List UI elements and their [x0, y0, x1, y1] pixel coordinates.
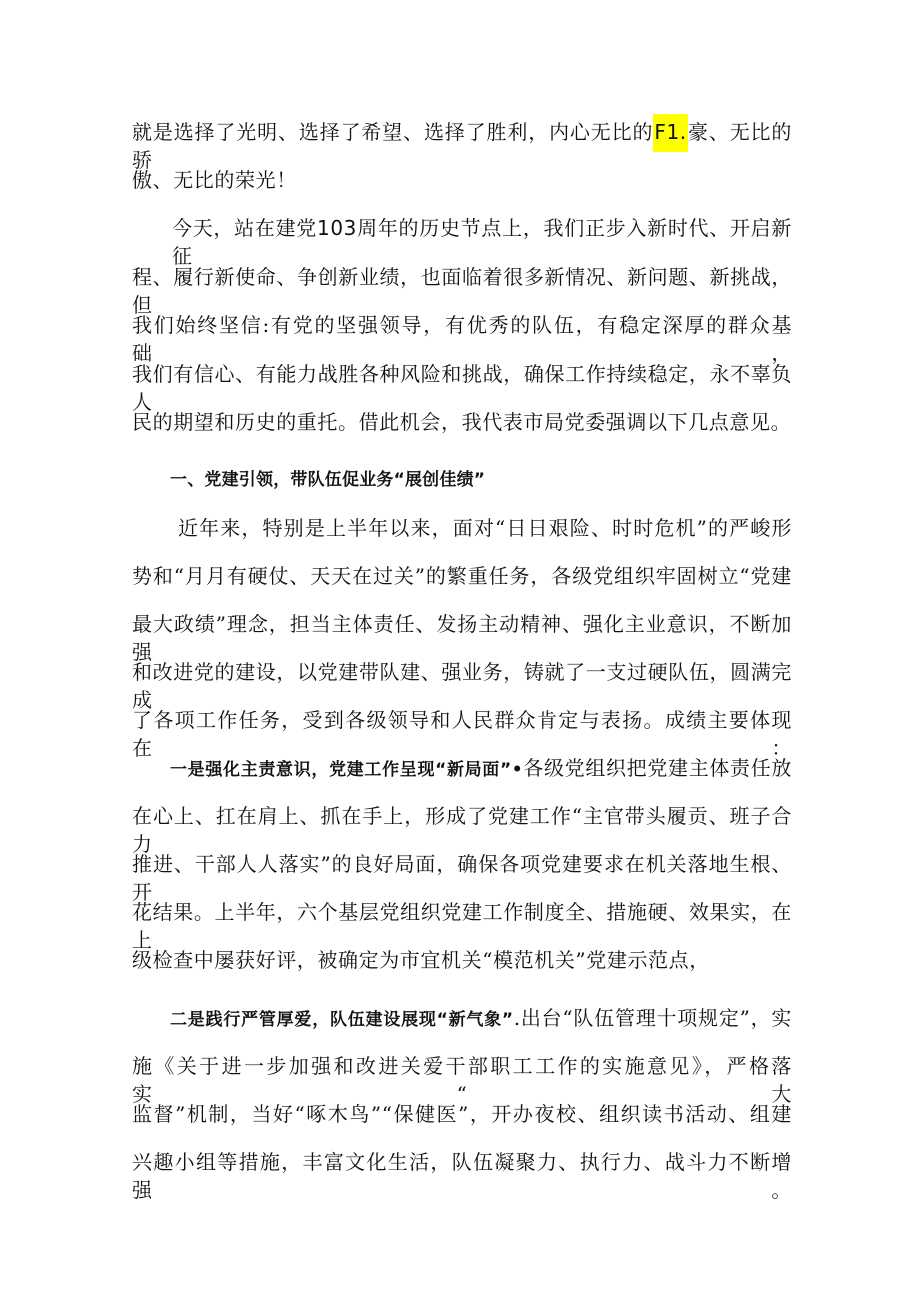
paragraph-line: 我们始终坚信:有党的坚强领导，有优秀的队伍，有稳定深厚的群众基础，	[132, 313, 792, 365]
paragraph-line: 监督”机制，当好“啄木鸟”“保健医”，开办夜校、组织读书活动、组建	[132, 1102, 792, 1126]
bold-lead: 二是践行严管厚爱，队伍建设展现“新气象”	[170, 1010, 514, 1030]
paragraph-line: 级检查中屡获好评，被确定为市宜机关“模范机关”党建示范点，	[132, 948, 710, 972]
paragraph-line: 近年来，特别是上半年以来，面对“日日艰险、时时危机”的严峻形	[178, 516, 792, 540]
line-text: 各级党组织把党建主体责任放	[523, 756, 792, 780]
paragraph-line: 我们有信心、有能力战胜各种风险和挑战，确保工作持续稳定，永不辜负人	[132, 362, 792, 414]
line-text: .出台“队伍管理十项规定”，实	[513, 1006, 792, 1030]
line-text: 豪、无比的骄	[132, 120, 793, 172]
paragraph-line: 最大政绩”理念，担当主体责任、发扬主动精神、强化主业意识，不断加强	[132, 612, 792, 664]
paragraph-line: 花结果。上半年，六个基层党组织党建工作制度全、措施硬、效果实，在上	[132, 900, 792, 952]
paragraph-line: 兴趣小组等措施，丰富文化生活，队伍凝聚力、执行力、战斗力不断增强。	[132, 1150, 792, 1202]
line-text: 今天，站在建党	[172, 216, 318, 240]
section-heading: 一、党建引领，带队伍促业务“展创佳绩”	[170, 470, 486, 490]
paragraph-line	[170, 1004, 792, 1032]
paragraph-line: 在心上、扛在肩上、抓在手上，形成了党建工作“主官带头履贡、班子合力	[132, 804, 792, 856]
paragraph-line: 程、履行新使命、争创新业绩，也面临着很多新情况、新问题、新挑战，但	[132, 265, 792, 317]
highlighted-text: F1.	[653, 114, 687, 152]
paragraph-line	[132, 118, 793, 172]
line-text: 周年的历史节点上，我们正步入新时代、开启新征	[172, 216, 793, 268]
paragraph-line: 和改进党的建设，以党建带队建、强业务，铸就了一支过硬队伍，圆满完成	[132, 660, 792, 712]
anniversary-number: 103	[317, 216, 357, 240]
bold-lead: 一是强化主责意识，党建工作呈现“新局面”•	[170, 760, 524, 780]
paragraph-line: 傲、无比的荣光！	[132, 168, 297, 192]
paragraph-line: 推进、干部人人落实”的良好局面，确保各项党建要求在机关落地生根、开	[132, 852, 792, 904]
paragraph-line	[172, 214, 793, 268]
paragraph-line	[170, 754, 792, 782]
line-text: 就是选择了光明、选择了希望、选择了胜利，内心无比的	[132, 120, 654, 144]
paragraph-line: 了各项工作任务，受到各级领导和人民群众肯定与表扬。成绩主要体现在：	[132, 708, 792, 760]
paragraph-line: 民的期望和历史的重托。借此机会，我代表市局党委强调以下几点意见。	[132, 410, 792, 434]
paragraph-line: 势和“月月有硬仗、天天在过关”的繁重任务，各级党组织牢固树立“党建	[132, 564, 792, 588]
paragraph-line: 施《关于进一步加强和改进关爱干部职工工作的实施意见》，严格落实“大	[132, 1054, 792, 1106]
